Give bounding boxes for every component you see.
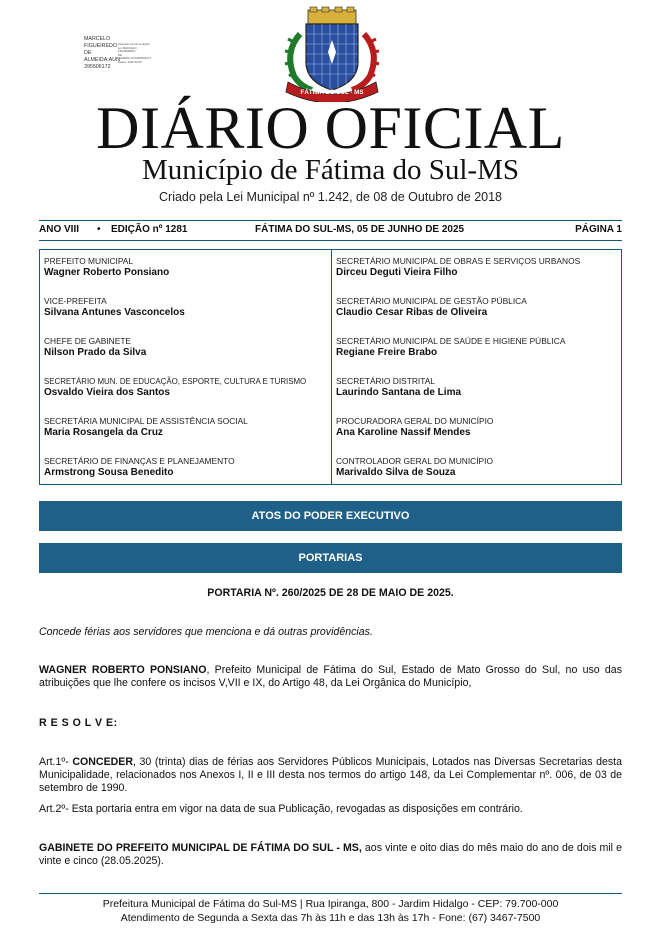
signature-detail: Assinado de forma digital por MARCELO FIGUEIREDO — [118, 42, 150, 54]
section-header-portarias: PORTARIAS — [39, 543, 622, 573]
footer-address: Prefeitura Municipal de Fátima do Sul-MS | Rua Ipiranga, 800 - Jardim Hidalgo - CEP: 79.700-000 — [102, 898, 559, 910]
official-entry — [44, 256, 329, 279]
official-role: SECRETÁRIO DE FINANÇAS E PLANEJAMENTO — [44, 456, 235, 466]
official-entry — [44, 376, 329, 399]
official-entry — [336, 416, 621, 439]
signature-detail: DE — [118, 52, 122, 57]
official-role: CHEFE DE GABINETE — [44, 336, 132, 346]
location-date: FÁTIMA DO SUL-MS, 05 DE JUNHO DE 2025 — [255, 224, 465, 235]
preamble-text: , Prefeito Municipal de Fátima do Sul, Estado de Mato Grosso do Sul, no uso das atribuições que lhe confere os incisos V,VII e IX, do Artigo 48, da Lei Orgânica do Município, — [39, 664, 622, 689]
newspaper-subtitle: Município de Fátima do Sul-MS — [142, 154, 519, 186]
edition-info-bar — [39, 224, 622, 239]
article-1-text: , 30 (trinta) dias de férias aos Servidores Públicos Municipais, Lotados nas Diversas Secretarias desta Municipalidade, relacionados nos Anexos I, II e III desta nos termos do artigo 148, da Lei Complementar nº. 006, de 03 de setembro de 1990. — [39, 756, 623, 794]
digital-signature-details — [118, 43, 152, 65]
official-entry — [336, 376, 621, 399]
resolve-heading: R E S O L V E: — [39, 717, 118, 729]
closing-office: GABINETE DO PREFEITO MUNICIPAL DE FÁTIMA DO SUL - MS, — [39, 842, 362, 854]
official-entry — [336, 296, 621, 319]
official-name: Regiane Freire Brabo — [336, 347, 438, 358]
official-name: Ana Karoline Nassif Mendes — [336, 427, 471, 438]
official-name: Armstrong Sousa Benedito — [44, 467, 174, 478]
closing-date-text: aos vinte e oito dias do mês maio do ano de dois mil e vinte e cinco (28.05.2025). — [39, 842, 622, 867]
official-role: SECRETÁRIO MUN. DE EDUCAÇÃO, ESPORTE, CULTURA E TURISMO — [44, 377, 307, 386]
mayor-name: WAGNER ROBERTO PONSIANO — [39, 664, 207, 676]
section-header-atos: ATOS DO PODER EXECUTIVO — [39, 501, 622, 531]
article-1-verb: CONCEDER — [72, 756, 133, 768]
official-role: SECRETÁRIO MUNICIPAL DE SAÚDE E HIGIENE PÚBLICA — [336, 336, 566, 346]
signature-detail: ALMEIDA:AUN395506172 — [118, 56, 151, 61]
edition-label: EDIÇÃO nº 1281 — [111, 224, 188, 235]
divider — [39, 240, 622, 241]
official-entry — [44, 336, 329, 359]
signature-line: ALMEIDA:AUN — [84, 57, 120, 63]
officials-column-right — [331, 250, 623, 484]
divider — [39, 220, 622, 221]
official-name: Laurindo Santana de Lima — [336, 387, 462, 398]
official-role: PREFEITO MUNICIPAL — [44, 256, 134, 266]
official-name: Claudio Cesar Ribas de Oliveira — [336, 307, 488, 318]
official-name: Dirceu Deguti Vieira Filho — [336, 267, 458, 278]
page-number: PÁGINA 1 — [575, 224, 622, 235]
official-name: Marivaldo Silva de Souza — [336, 467, 456, 478]
article-1 — [39, 756, 622, 795]
official-role: SECRETÁRIO MUNICIPAL DE OBRAS E SERVIÇOS URBANOS — [336, 256, 581, 266]
article-1-prefix: Art.1º- — [39, 756, 73, 768]
official-role: SECRETÁRIO MUNICIPAL DE GESTÃO PÚBLICA — [336, 296, 527, 306]
officials-column-left — [40, 250, 331, 484]
article-2: Art.2º- Esta portaria entra em vigor na data de sua Publicação, revogadas as disposições em contrário. — [39, 803, 523, 815]
officials-directory — [39, 249, 622, 485]
official-entry — [44, 456, 329, 479]
portaria-title: PORTARIA Nº. 260/2025 DE 28 DE MAIO DE 2025. — [207, 587, 454, 599]
signature-line: 395506172 — [84, 64, 111, 70]
signature-line: DE — [84, 50, 92, 56]
portaria-ementa: Concede férias aos servidores que menciona e dá outras providências. — [39, 626, 373, 638]
official-name: Nilson Prado da Silva — [44, 347, 147, 358]
signature-line: FIGUEIREDO — [84, 43, 117, 49]
official-role: PROCURADORA GERAL DO MUNICÍPIO — [336, 416, 494, 426]
official-name: Maria Rosangela da Cruz — [44, 427, 163, 438]
official-entry — [44, 296, 329, 319]
signature-detail: Dados: 2025.06.05 — [118, 59, 142, 64]
portaria-preamble — [39, 664, 622, 690]
official-name: Osvaldo Vieira dos Santos — [44, 387, 170, 398]
municipal-crest-icon — [270, 6, 394, 102]
newspaper-title: DIÁRIO OFICIAL — [96, 95, 565, 161]
official-entry — [336, 256, 621, 279]
official-role: SECRETÁRIO DISTRITAL — [336, 376, 435, 386]
creation-law-note: Criado pela Lei Municipal nº 1.242, de 08 de Outubro de 2018 — [159, 190, 502, 204]
bullet-separator: • — [97, 224, 101, 235]
signature-line: MARCELO — [84, 36, 111, 42]
official-name: Wagner Roberto Ponsiano — [44, 267, 170, 278]
official-entry — [44, 416, 329, 439]
footer-hours: Atendimento de Segunda a Sexta das 7h às 11h e das 13h às 17h - Fone: (67) 3467-7500 — [120, 912, 541, 924]
official-role: SECRETÁRIA MUNICIPAL DE ASSISTÊNCIA SOCIAL — [44, 416, 248, 426]
portaria-closing — [39, 842, 622, 868]
digital-signature-name — [84, 36, 118, 71]
official-name: Silvana Antunes Vasconcelos — [44, 307, 185, 318]
year-label: ANO VIII — [39, 224, 80, 235]
official-role: VICE-PREFEITA — [44, 296, 107, 306]
official-entry — [336, 336, 621, 359]
official-entry — [336, 456, 621, 479]
footer-divider — [39, 893, 622, 894]
crest-banner-text: FÁTIMA DO SUL - MS — [300, 89, 364, 96]
official-role: CONTROLADOR GERAL DO MUNICÍPIO — [336, 456, 493, 466]
